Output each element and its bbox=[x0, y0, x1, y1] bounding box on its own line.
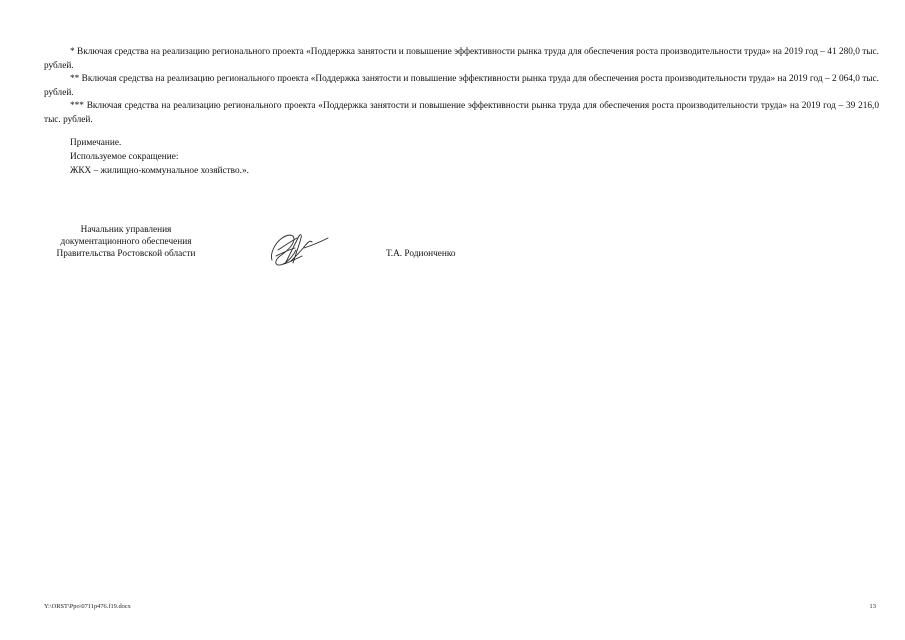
signatory-name: Т.А. Родионченко bbox=[386, 249, 456, 259]
note-block bbox=[70, 137, 249, 178]
footnote-2 bbox=[44, 73, 879, 100]
footnotes bbox=[44, 46, 879, 127]
footnote-3-text: *** Включая средства на реализацию регионального проекта «Поддержка занятости и повышение эффективности рынка труда для обеспечения роста производительности bbox=[70, 101, 759, 111]
footnote-1-continuation: на 2019 год – 41 280,0 тыс. рублей. bbox=[44, 47, 879, 71]
note-abbreviation: ЖКХ – жилищно-коммунальное хозяйство.». bbox=[70, 165, 249, 176]
signatory-position bbox=[36, 224, 216, 261]
note-intro: Используемое сокращение: bbox=[70, 151, 179, 162]
footnote-2-continuation: на 2019 год – 2 064,0 тыс. рублей. bbox=[44, 74, 880, 98]
footnote-1 bbox=[44, 46, 879, 73]
page-number: 13 bbox=[869, 603, 876, 610]
position-line-2: документационного обеспечения bbox=[60, 237, 192, 248]
footnote-3 bbox=[44, 100, 879, 127]
footnote-3-continuation: труда» на 2019 год – 39 216,0 тыс. рублей. bbox=[44, 101, 880, 125]
footnote-1-text: * Включая средства на реализацию регионального проекта «Поддержка занятости и повышение эффективности рынка труда для обеспечения роста производительности труда» bbox=[70, 47, 771, 57]
handwritten-signature bbox=[264, 226, 336, 270]
position-line-3: Правительства Ростовской области bbox=[56, 249, 196, 260]
footnote-2-text: ** Включая средства на реализацию регионального проекта «Поддержка занятости и повышение эффективности рынка труда для обеспечения роста производительности труда» bbox=[70, 74, 776, 84]
position-line-1: Начальник управления bbox=[80, 225, 172, 235]
note-heading: Примечание. bbox=[70, 138, 122, 148]
footer-file-path: Y:\ORST\Ppo\0711p476.f19.docx bbox=[44, 603, 131, 610]
